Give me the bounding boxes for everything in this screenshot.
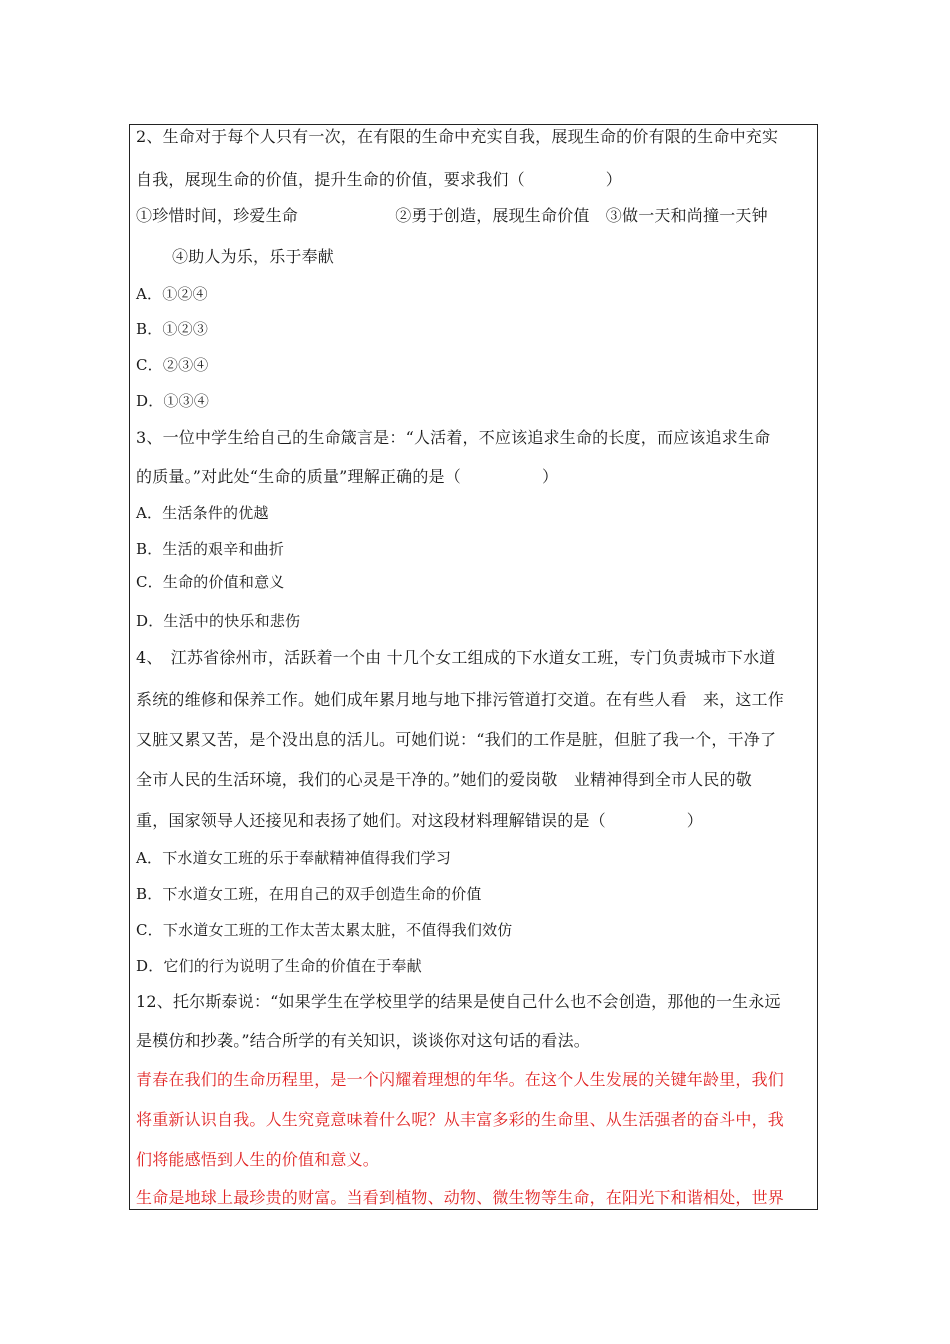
- q2-option-c: C．②③④: [136, 356, 209, 374]
- q4-option-c: C．下水道女工班的工作太苦太累太脏，不值得我们效仿: [136, 921, 513, 939]
- q4-stem: 全市人民的生活环境，我们的心灵是干净的。”她们的爱岗敬 业精神得到全市人民的敬: [136, 770, 752, 789]
- q4-stem: 系统的维修和保养工作。她们成年累月地与地下排污管道打交道。在有些人看 来，这工作: [136, 690, 785, 709]
- q4-stem: 重，国家领导人还接见和表扬了她们。对这段材料理解错误的是（ ）: [136, 811, 704, 830]
- q2-stem: 2、生命对于每个人只有一次，在有限的生命中充实自我，展现生命的价有限的生命中充实: [136, 127, 779, 146]
- q3-stem: 的质量。”对此处“生命的质量”理解正确的是（ ）: [136, 467, 559, 486]
- q12-stem: 是模仿和抄袭。”结合所学的有关知识，谈谈你对这句话的看法。: [136, 1031, 590, 1050]
- answer-passage: 青春在我们的生命历程里，是一个闪耀着理想的年华。在这个人生发展的关键年龄里，我们: [136, 1070, 785, 1089]
- q3-option-c: C．生命的价值和意义: [136, 573, 285, 591]
- q2-stem: 自我，展现生命的价值，提升生命的价值，要求我们（ ）: [136, 170, 623, 189]
- q3-option-a: A．生活条件的优越: [136, 504, 269, 522]
- q2-items: ④助人为乐，乐于奉献: [172, 247, 335, 266]
- q2-option-a: A．①②④: [136, 285, 208, 303]
- q3-stem: 3、一位中学生给自己的生命箴言是：“人活着，不应该追求生命的长度，而应该追求生命: [136, 428, 771, 447]
- q3-option-d: D．生活中的快乐和悲伤: [136, 612, 301, 630]
- q4-option-b: B．下水道女工班，在用自己的双手创造生命的价值: [136, 885, 482, 903]
- answer-passage: 们将能感悟到人生的价值和意义。: [136, 1150, 380, 1169]
- q4-option-d: D．它们的行为说明了生命的价值在于奉献: [136, 957, 422, 975]
- answer-passage: 生命是地球上最珍贵的财富。当看到植物、动物、微生物等生命，在阳光下和谐相处，世界: [136, 1188, 785, 1207]
- q2-option-b: B．①②③: [136, 320, 209, 338]
- q3-option-b: B．生活的艰辛和曲折: [136, 540, 285, 558]
- answer-passage: 将重新认识自我。人生究竟意味着什么呢？从丰富多彩的生命里、从生活强者的奋斗中，我: [136, 1110, 785, 1129]
- q4-option-a: A．下水道女工班的乐于奉献精神值得我们学习: [136, 849, 452, 867]
- q4-stem: 又脏又累又苦，是个没出息的活儿。可她们说：“我们的工作是脏，但脏了我一个，干净了: [136, 730, 777, 749]
- q2-items: ①珍惜时间，珍爱生命 ②勇于创造，展现生命价值 ③做一天和尚撞一天钟: [136, 206, 768, 225]
- q2-option-d: D．①③④: [136, 392, 210, 410]
- q4-stem: 4、 江苏省徐州市，活跃着一个由 十几个女工组成的下水道女工班，专门负责城市下水道: [136, 648, 776, 667]
- q12-stem: 12、托尔斯泰说：“如果学生在学校里学的结果是使自己什么也不会创造，那他的一生永远: [136, 992, 781, 1011]
